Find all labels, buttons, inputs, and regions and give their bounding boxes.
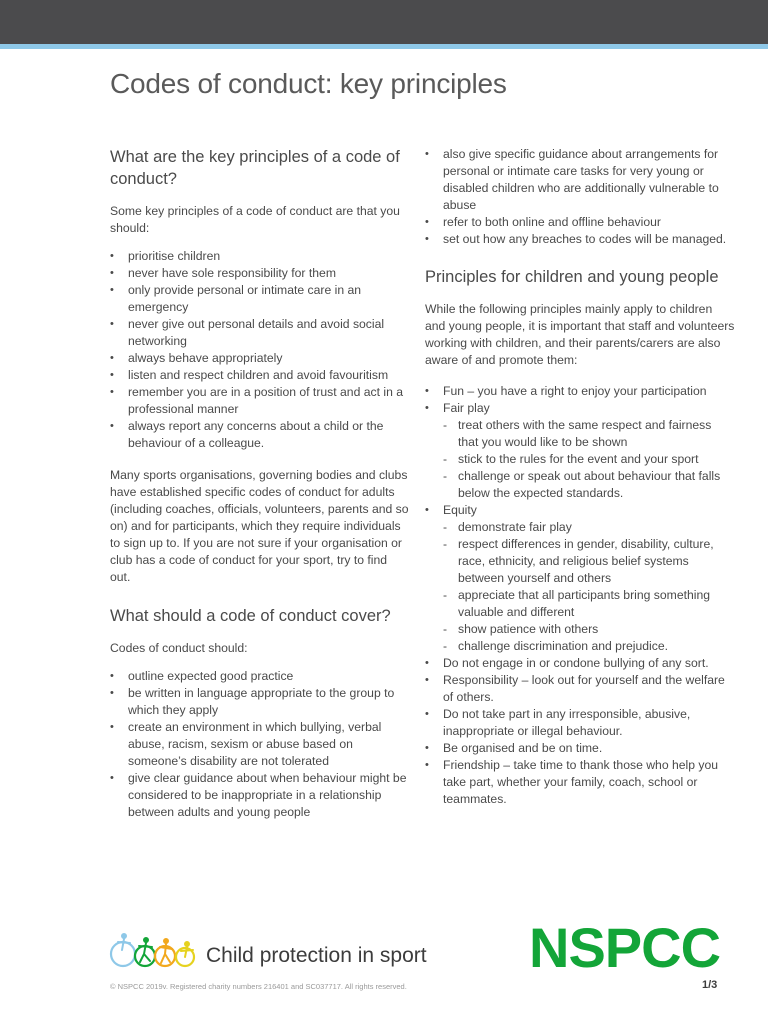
- page-title: Codes of conduct: key principles: [110, 68, 507, 99]
- top-accent-line: [0, 44, 768, 49]
- section-heading-key-principles: What are the key principles of a code of conduct?: [110, 148, 400, 188]
- key-principles-list: [110, 248, 410, 452]
- nspcc-logo: NSPCC: [529, 916, 721, 979]
- sub-list-item: - respect differences in gender, disability, culture, race, ethnicity, and religious belief systems between yourself and others: [443, 536, 735, 587]
- list-item: • never have sole responsibility for them: [110, 265, 410, 282]
- top-bar: [0, 0, 768, 44]
- sub-list-item: - challenge discrimination and prejudice.: [443, 638, 735, 655]
- series-title: Child protection in sport: [206, 944, 427, 967]
- list-item-text: Be organised and be on time.: [443, 741, 603, 755]
- list-item-text: Friendship – take time to thank those who help you take part, whether your family, coach, school or teammates.: [443, 758, 719, 806]
- sports-organisations-paragraph: Many sports organisations, governing bodies and clubs have established specific codes of conduct for adults (including coaches, officials, volunteers, parents and so on) and for participants, which they require individuals to sign up to. If you are not sure if your organisation or club has a code of conduct for your sport, try to find out.: [110, 468, 409, 584]
- sub-list-item: - challenge or speak out about behaviour that falls below the expected standards.: [443, 468, 735, 502]
- list-item: [425, 655, 735, 672]
- right-column: [425, 146, 735, 823]
- sub-list-item: - appreciate that all participants bring something valuable and different: [443, 587, 735, 621]
- list-item: • prioritise children: [110, 248, 410, 265]
- code-cover-list: [110, 668, 410, 821]
- list-item: • be written in language appropriate to the group to which they apply: [110, 685, 410, 719]
- list-item: [425, 757, 735, 808]
- list-item-text: Do not take part in any irresponsible, abusive, inappropriate or illegal behaviour.: [443, 707, 691, 738]
- section-intro: While the following principles mainly apply to children and young people, it is important that staff and volunteers working with children, and their parents/carers are also aware of and promote them:: [425, 302, 735, 367]
- list-item: [425, 672, 735, 706]
- list-item: • always report any concerns about a child or the behaviour of a colleague.: [110, 418, 410, 452]
- sport-figures-icon: [108, 930, 200, 970]
- code-cover-list-continued: [425, 146, 735, 248]
- list-item: • also give specific guidance about arrangements for personal or intimate care tasks for very young or disabled children who are additionally vulnerable to abuse: [425, 146, 735, 214]
- section-heading-children-principles: Principles for children and young people: [425, 268, 719, 286]
- list-item: • always behave appropriately: [110, 350, 410, 367]
- children-principles-list: [425, 383, 735, 808]
- sub-list-item: - demonstrate fair play: [443, 519, 735, 536]
- list-item-text: Equity: [443, 503, 477, 517]
- list-item: • only provide personal or intimate care in an emergency: [110, 282, 410, 316]
- copyright-notice: © NSPCC 2019v. Registered charity numbers 216401 and SC037717. All rights reserved.: [110, 982, 407, 991]
- list-item: • refer to both online and offline behaviour: [425, 214, 735, 231]
- list-item-text: Responsibility – look out for yourself and the welfare of others.: [443, 673, 725, 704]
- sub-list-item: - show patience with others: [443, 621, 735, 638]
- list-item-text: Do not engage in or condone bullying of any sort.: [443, 656, 709, 670]
- list-item: • set out how any breaches to codes will be managed.: [425, 231, 735, 248]
- sub-list-item: - stick to the rules for the event and your sport: [443, 451, 735, 468]
- section-intro: Some key principles of a code of conduct are that you should:: [110, 204, 400, 235]
- list-item: [425, 740, 735, 757]
- list-item: • never give out personal details and avoid social networking: [110, 316, 410, 350]
- list-item: • remember you are in a position of trust and act in a professional manner: [110, 384, 410, 418]
- list-item-text: Fair play: [443, 401, 490, 415]
- list-item: • outline expected good practice: [110, 668, 410, 685]
- list-item: [425, 502, 735, 655]
- page-number: 1/3: [702, 979, 718, 991]
- list-item: • listen and respect children and avoid favouritism: [110, 367, 410, 384]
- list-item: [425, 400, 735, 502]
- section-heading-what-should-cover: What should a code of conduct cover?: [110, 607, 391, 625]
- list-item: • create an environment in which bullying, verbal abuse, racism, sexism or abuse based on someone’s disability are not tolerated: [110, 719, 410, 770]
- section-intro: Codes of conduct should:: [110, 641, 248, 655]
- sub-list-item: - treat others with the same respect and fairness that you would like to be shown: [443, 417, 735, 451]
- left-column: [110, 146, 410, 836]
- list-item: [425, 706, 735, 740]
- fair-play-sublist: [443, 417, 735, 502]
- list-item: [425, 383, 735, 400]
- list-item-text: Fun – you have a right to enjoy your participation: [443, 384, 707, 398]
- equity-sublist: [443, 519, 735, 655]
- list-item: • give clear guidance about when behaviour might be considered to be inappropriate in a relationship between adults and young people: [110, 770, 410, 821]
